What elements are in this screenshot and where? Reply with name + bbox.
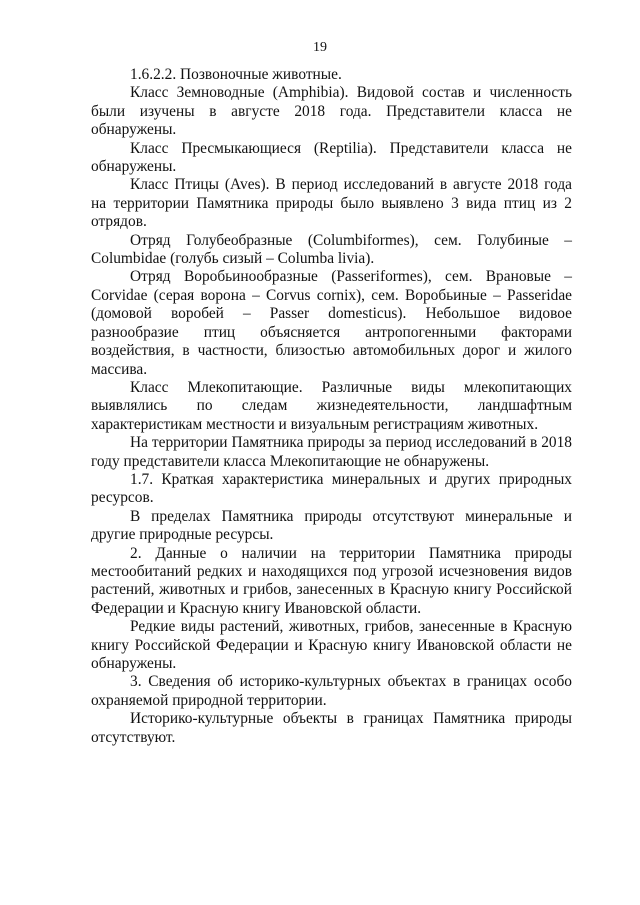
paragraph-reptilia: Класс Пресмыкающиеся (Reptilia). Представители класса не обнаружены.: [91, 139, 572, 176]
paragraph-mammalia: Класс Млекопитающие. Различные виды млекопитающих выявлялись по следам жизнедеятельности, ландшафтным характеристикам местности и визуальным регистрациям животных.: [91, 378, 572, 433]
paragraph-mammalia-result: На территории Памятника природы за период исследований в 2018 году представители класса Млекопитающие не обнаружены.: [91, 434, 572, 470]
paragraph-red-book: Редкие виды растений, животных, грибов, занесенные в Красную книгу Российской Федерации и Красную книгу Ивановской области не обнаружены.: [91, 618, 572, 672]
section-heading-vertebrates: 1.6.2.2. Позвоночные животные.: [130, 66, 342, 83]
paragraph-aves: Класс Птицы (Aves). В период исследований в августе 2018 года на территории Памятника природы было выявлено 3 вида птиц из 2 отрядов.: [91, 176, 572, 231]
paragraph-cultural: Историко-культурные объекты в границах Памятника природы отсутствуют.: [91, 710, 572, 746]
document-body: [91, 66, 572, 747]
section-heading-cultural: 3. Сведения об историко-культурных объектах в границах особо охраняемой природной территории.: [91, 673, 572, 709]
paragraph-columbiformes: Отряд Голубеобразные (Columbiformes), сем. Голубиные – Columbidae (голубь сизый – Columba livia).: [91, 231, 572, 268]
section-heading-resources: 1.7. Краткая характеристика минеральных и других природных ресурсов.: [91, 470, 572, 507]
paragraph-amphibia: Класс Земноводные (Amphibia). Видовой состав и численность были изучены в августе 2018 года. Представители класса не обнаружены.: [91, 84, 572, 139]
paragraph-passeriformes: Отряд Воробьинообразные (Passeriformes), сем. Врановые – Corvidae (серая ворона – Corvus cornix), сем. Воробьиные – Passeridae (домовой воробей – Passer domesticus). Небольшое видовое разнообразие птиц объясняется антропогенными факторами воздействия, в частности, близостью автомобильных дорог и жилого массива.: [91, 268, 572, 378]
section-heading-red-book: 2. Данные о наличии на территории Памятника природы местообитаний редких и находящихся под угрозой исчезновения видов растений, животных и грибов, занесенных в Красную книгу Российской Федерации и Красную книгу Ивановской области.: [91, 544, 572, 617]
paragraph-resources: В пределах Памятника природы отсутствуют минеральные и другие природные ресурсы.: [91, 507, 572, 544]
page-number: 19: [313, 40, 327, 55]
